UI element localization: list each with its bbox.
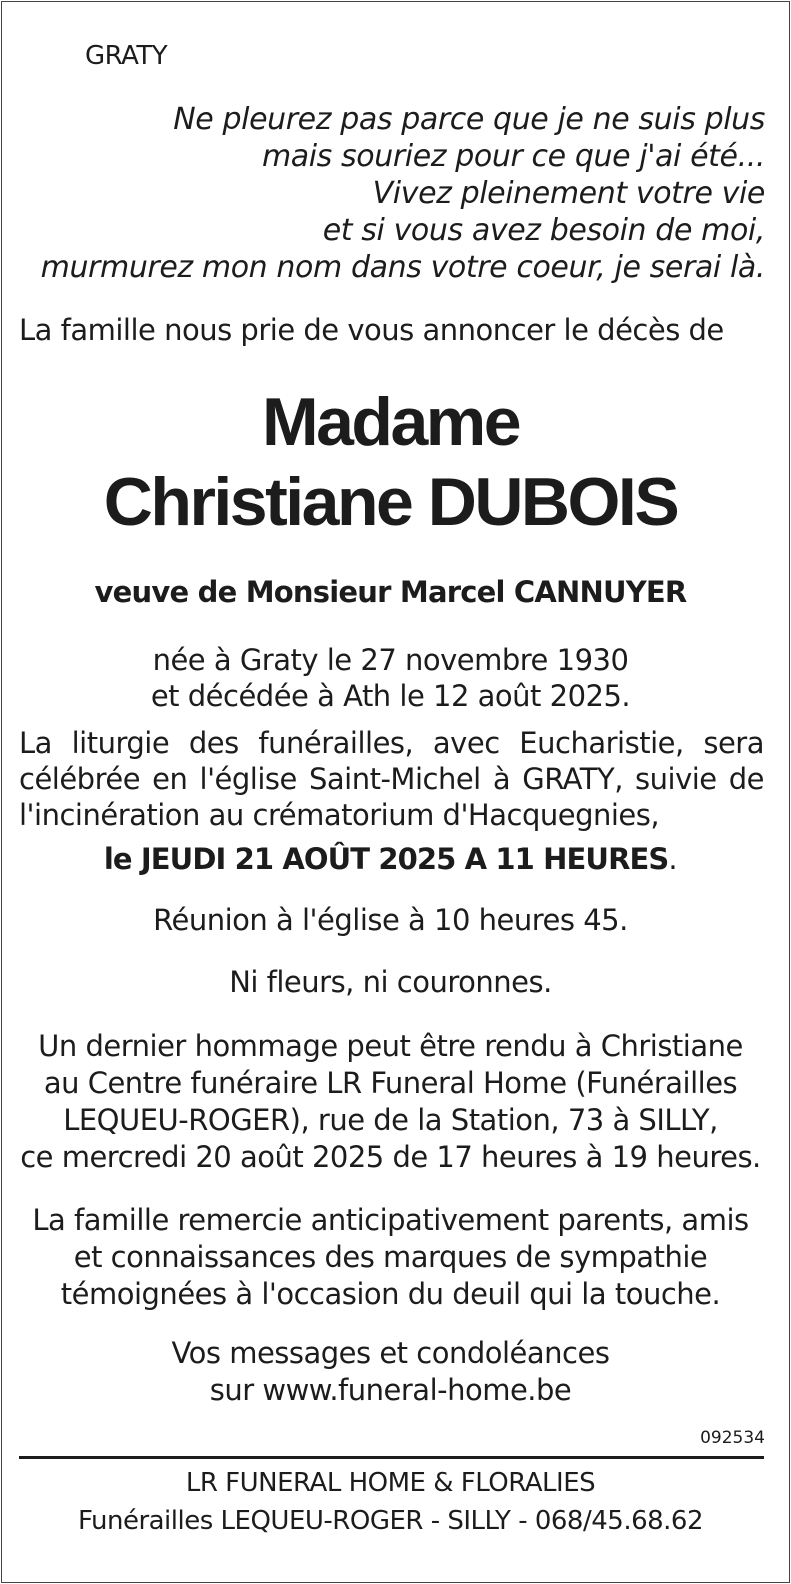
thanks-line: témoignées à l'occasion du deuil qui la touche. [60,1277,721,1311]
poem-line: mais souriez pour ce que j'ai été... [261,139,765,174]
thanks-line: La famille remercie anticipativement parents, amis [32,1203,749,1237]
footer-company: LR FUNERAL HOME & FLORALIES [185,1468,596,1498]
footer-contact: Funérailles LEQUEU-ROGER - SILLY - 068/45.68.62 [77,1506,704,1536]
footer-divider [19,1456,764,1459]
ceremony-date-end: . [668,842,678,876]
birth-info: née à Graty le 27 novembre 1930 [152,643,629,677]
death-info: et décédée à Ath le 12 août 2025. [150,679,631,713]
thanks-line: et connaissances des marques de sympathie [73,1240,708,1274]
poem-line: et si vous avez besoin de moi, [322,213,765,248]
announcement-intro: La famille nous prie de vous annoncer le décès de [19,313,724,347]
deceased-name: Christiane DUBOIS [103,464,678,540]
ceremony-date-bold: le JEUDI 21 AOÛT 2025 A 11 HEURES [103,842,669,876]
homage-line: LEQUEU-ROGER), rue de la Station, 73 à SILLY, [63,1103,718,1137]
reunion-info: Réunion à l'église à 10 heures 45. [153,903,628,937]
deceased-title: Madame [261,384,520,460]
homage-line: ce mercredi 20 août 2025 de 17 heures à 19 heures. [20,1140,761,1174]
homage-line: Un dernier hommage peut être rendu à Christiane [38,1029,743,1063]
messages-line: Vos messages et condoléances [171,1336,610,1370]
widow-of: veuve de Monsieur Marcel CANNUYER [94,575,687,609]
liturgy-line: l'incinération au crématorium d'Hacquegnies, [19,798,660,832]
homage-line: au Centre funéraire LR Funeral Home (Funérailles [43,1066,738,1100]
reference-number: 092534 [700,1428,765,1448]
poem-line: murmurez mon nom dans votre coeur, je serai là. [40,250,765,285]
place-name: GRATY [85,41,168,71]
messages-link[interactable]: sur www.funeral-home.be [209,1373,572,1407]
flowers-note: Ni fleurs, ni couronnes. [229,965,552,999]
liturgy-line: La liturgie des funérailles, avec Eucharistie, sera [19,726,764,760]
poem-line: Vivez pleinement votre vie [372,176,765,211]
poem-line: Ne pleurez pas parce que je ne suis plus [173,102,765,137]
liturgy-line: célébrée en l'église Saint-Michel à GRATY, suivie de [19,762,764,796]
ceremony-date [0,842,781,876]
